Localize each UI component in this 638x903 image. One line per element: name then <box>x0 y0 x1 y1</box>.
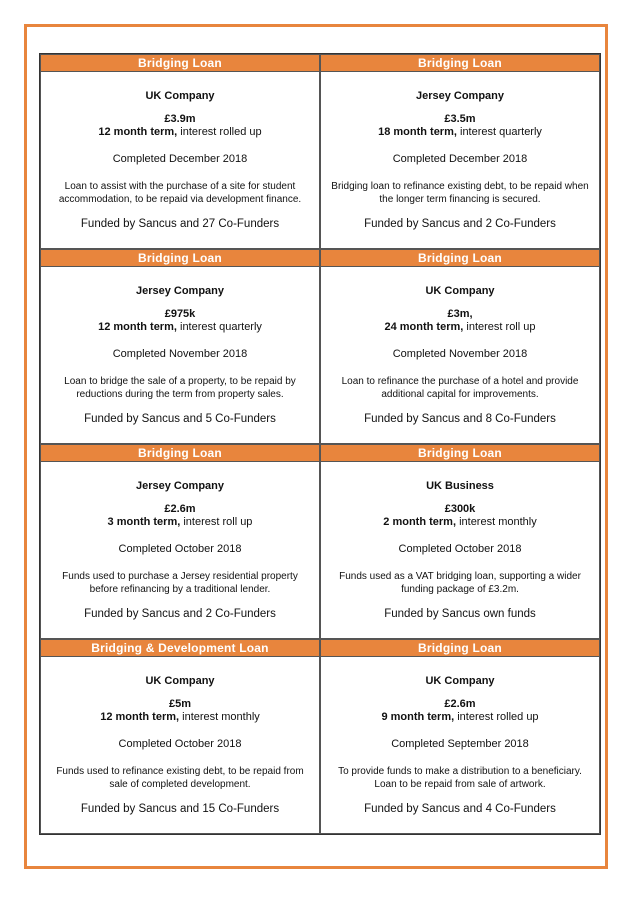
deal-completed: Completed December 2018 <box>392 153 528 165</box>
deal-term-length: 18 month term, <box>378 126 457 138</box>
deal-completed: Completed October 2018 <box>398 543 522 555</box>
deal-term-length: 12 month term, <box>98 126 178 138</box>
deal-term-interest: interest roll up <box>180 516 253 528</box>
deal-funded: Funded by Sancus and 15 Co-Funders <box>80 803 280 815</box>
deal-term <box>327 321 593 334</box>
deal-term-interest: interest quarterly <box>176 321 262 333</box>
deal-completed: Completed September 2018 <box>391 738 529 750</box>
deal-description: Bridging loan to refinance existing debt, to be repaid when the longer term financing is secured. <box>331 181 589 205</box>
deal-body <box>321 267 599 443</box>
deal-description: Funds used to purchase a Jersey residential property before refinancing by a traditional lender. <box>62 571 298 595</box>
deal-header: Bridging Loan <box>321 250 599 267</box>
deal-body <box>321 657 599 833</box>
deal-term <box>47 126 313 139</box>
deal-card <box>320 639 600 834</box>
deal-completed: Completed November 2018 <box>392 348 528 360</box>
deal-funded: Funded by Sancus and 27 Co-Funders <box>80 218 280 230</box>
deal-term-interest: interest monthly <box>456 516 537 528</box>
deal-funded: Funded by Sancus own funds <box>384 608 536 620</box>
deal-body <box>41 462 319 638</box>
deal-card <box>40 639 320 834</box>
deal-body <box>321 462 599 638</box>
deal-amount: £2.6m <box>444 698 476 710</box>
deal-amount: £975k <box>164 308 196 320</box>
deal-description: Loan to bridge the sale of a property, to be repaid by reductions during the term from property sales. <box>64 376 296 400</box>
deal-body <box>41 267 319 443</box>
deal-header: Bridging Loan <box>41 55 319 72</box>
deal-body <box>41 657 319 833</box>
deal-term-interest: interest quarterly <box>456 126 542 138</box>
deal-header: Bridging Loan <box>41 445 319 462</box>
deal-term <box>47 711 313 724</box>
deal-company: UK Company <box>425 285 495 297</box>
deal-term-interest: interest roll up <box>463 321 536 333</box>
deal-term-length: 12 month term, <box>98 321 177 333</box>
deal-header: Bridging Loan <box>41 250 319 267</box>
deal-term-length: 9 month term, <box>381 711 455 723</box>
deal-company: UK Company <box>145 675 215 687</box>
deal-amount: £300k <box>444 503 476 515</box>
deal-term-interest: interest rolled up <box>454 711 539 723</box>
deal-header: Bridging Loan <box>321 445 599 462</box>
deal-company: UK Business <box>426 480 494 492</box>
deal-description: Funds used to refinance existing debt, to be repaid from sale of completed development. <box>56 766 304 790</box>
deal-amount: £3m, <box>447 308 473 320</box>
deal-term <box>327 711 593 724</box>
deal-description: Funds used as a VAT bridging loan, supporting a wider funding package of £3.2m. <box>339 571 581 595</box>
deal-header: Bridging & Development Loan <box>41 640 319 657</box>
deal-card <box>320 249 600 444</box>
deal-body <box>321 72 599 248</box>
deal-header: Bridging Loan <box>321 55 599 72</box>
deal-amount: £3.9m <box>164 113 196 125</box>
deal-term-length: 24 month term, <box>384 321 464 333</box>
deal-amount: £3.5m <box>444 113 476 125</box>
deal-company: Jersey Company <box>135 285 225 297</box>
deals-grid <box>39 53 601 835</box>
deal-completed: Completed November 2018 <box>112 348 248 360</box>
deal-funded: Funded by Sancus and 2 Co-Funders <box>84 608 276 620</box>
deal-completed: Completed October 2018 <box>118 543 242 555</box>
deal-term <box>47 321 313 334</box>
deal-header: Bridging Loan <box>321 640 599 657</box>
deal-description: Loan to assist with the purchase of a site for student accommodation, to be repaid via development finance. <box>58 181 302 205</box>
deal-funded: Funded by Sancus and 5 Co-Funders <box>84 413 276 425</box>
deal-description: To provide funds to make a distribution to a beneficiary. Loan to be repaid from sale of artwork. <box>338 766 582 790</box>
deal-card <box>40 54 320 249</box>
deal-card <box>40 444 320 639</box>
deal-funded: Funded by Sancus and 8 Co-Funders <box>364 413 556 425</box>
deal-body <box>41 72 319 248</box>
deal-card <box>320 444 600 639</box>
deal-term-length: 12 month term, <box>100 711 180 723</box>
deal-term-length: 2 month term, <box>383 516 457 528</box>
deal-description: Loan to refinance the purchase of a hotel and provide additional capital for improvements. <box>341 376 579 400</box>
deal-company: Jersey Company <box>415 90 505 102</box>
deal-term <box>327 516 593 529</box>
deal-term <box>47 516 313 529</box>
deal-company: Jersey Company <box>135 480 225 492</box>
deal-term-interest: interest monthly <box>179 711 260 723</box>
deal-funded: Funded by Sancus and 2 Co-Funders <box>364 218 556 230</box>
deal-term-interest: interest rolled up <box>177 126 262 138</box>
deal-amount: £2.6m <box>164 503 196 515</box>
deal-term-length: 3 month term, <box>107 516 181 528</box>
deal-card <box>320 54 600 249</box>
deal-card <box>40 249 320 444</box>
deal-funded: Funded by Sancus and 4 Co-Funders <box>364 803 556 815</box>
deal-completed: Completed October 2018 <box>118 738 242 750</box>
deal-term <box>327 126 593 139</box>
deal-company: UK Company <box>425 675 495 687</box>
deal-company: UK Company <box>145 90 215 102</box>
deal-amount: £5m <box>168 698 192 710</box>
deal-completed: Completed December 2018 <box>112 153 248 165</box>
